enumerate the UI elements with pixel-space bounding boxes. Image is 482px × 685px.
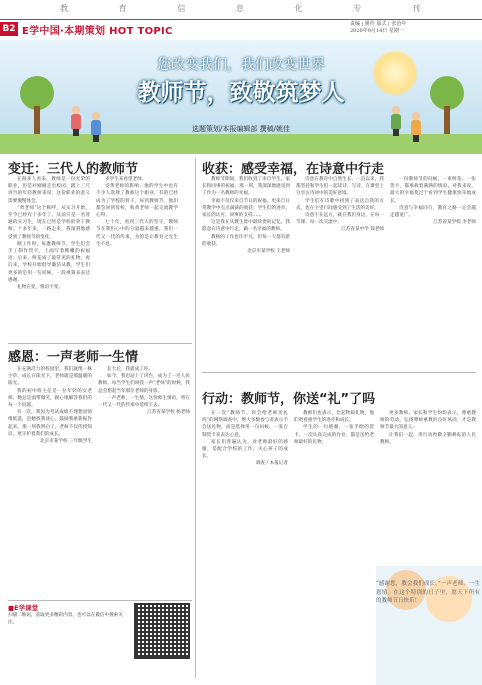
column-divider	[195, 158, 196, 678]
paragraph: 在充满活力的校园里，我们就像一株小草，成长在阳光下，老师就是那温暖的阳光。	[8, 367, 92, 387]
paragraph: 受黄老师的影响，他的学生中也有不少人选择了教师这个职业，有的已经成为了学校的骨干。每到教师节，他们都会回到母校，和黄老师一起交流教学心得。	[96, 184, 178, 219]
paragraph: 学生的一句感谢、一张手绘的贺卡、一次认真完成的作业，都是送给老师最好的礼物。	[294, 425, 374, 445]
closing-quote: “感谢您，教会我们成长。”一声老师，一生恩情。在这个特别的日子里，愿天下所有的教师节日快乐！	[376, 581, 480, 605]
paragraph: 教师节期间，我们收到了来自学生、家长和同事的祝福。那一刻，我深深地感受到了作为一名教师的幸福。	[202, 177, 290, 197]
divider	[8, 343, 192, 344]
e-classroom-label: ■E学课堂	[8, 604, 39, 612]
banner-char: 信	[177, 4, 186, 13]
article-column	[8, 176, 90, 341]
paragraph: 诗意在教育中自然生长。一直以来，我都坚持和学生们一起读诗、写诗，在课堂上分享古诗词中的美好意境。	[296, 177, 384, 197]
qr-code[interactable]	[134, 603, 190, 659]
article-column	[202, 176, 290, 368]
article-column	[202, 410, 288, 596]
paragraph: 家长们普遍认为，对老师最好的感谢，是配合学校的工作，关心孩子的成长。	[202, 439, 288, 460]
paragraph: 礼物在变，情谊不变。	[17, 285, 63, 291]
hero-title: 教师节，致敬筑梦人	[137, 80, 345, 106]
e-classroom-text: 扫描二维码，获取更多精彩内容，也可以在微信中搜索关注。	[8, 613, 123, 626]
paragraph: 如今，我也站上了讲台，成为了一名人民教师。每当学生们叫我一声“老师”的时候，我总会想起当年那位老师的身影。	[98, 374, 190, 394]
section-heading-gain: 收获：感受幸福，在诗意中行走	[202, 162, 385, 177]
editor-line: 责编 | 姚佳 版式 | 张治年	[350, 21, 407, 27]
banner-char: 刊	[411, 4, 420, 13]
hero-byline: 选题策划/本报编辑部 撰稿/姚佳	[192, 125, 290, 133]
paragraph: “黄老师”这个称呼，从实习开始，至今已经有十多年了。从前只是一名普通的实习生，现在已经是学校的骨干教师。十多年来，一路走来，我深刻地感受到了教师节的变化。	[8, 205, 90, 240]
paragraph: 教师的工作也许平凡，但每一天都有新的收获。	[202, 234, 290, 247]
hero-subtitle: 您改变我们，我们改变世界	[157, 57, 325, 73]
banner-chars	[60, 3, 420, 14]
date-line: 2020年9月14日 星期一	[350, 28, 404, 34]
paragraph: 幸福不仅仅来自节日的祝福，更来自日常教学中点点滴滴的收获：学生们的进步、家长的认可、同事的支持……	[202, 198, 290, 219]
paragraph: 七十年，看到三代人的坚守，教师节在我们心中的分量越来越重。我们一代又一代的传承，为的是让教育之光生生不息。	[96, 220, 178, 247]
paragraph: 有一次，我因为考试成绩不理想而情绪低落，是她找我谈心，鼓励我重新振作起来。那一刻我明白了，老师不仅传授知识，更守护着我们的成长。	[8, 410, 92, 437]
paragraph: 多学生来看望老师。	[105, 177, 147, 182]
article-column	[296, 176, 384, 368]
signature: 江苏省某学校 杨老师	[147, 410, 190, 416]
article-column	[390, 176, 476, 368]
paragraph: 学生们在诗歌中找到了表达自我的方式，也在字里行间感受到了生活的美好。	[296, 198, 384, 211]
section-code: B2	[0, 22, 18, 36]
paragraph: 一份教师节的问候、一束鲜花、一张贺卡，都承载着满满的情谊。对我来说，最大的幸福莫过于看到学生健康快乐地成长。	[390, 177, 476, 204]
top-banner	[0, 0, 482, 20]
paragraph: 一声老师，一生情。这份师生情谊，将在一代又一代的传承中延续下去。	[98, 395, 190, 409]
article-column	[380, 410, 476, 562]
banner-char: 教	[60, 4, 68, 13]
signature: 江苏省某中学 钱老师	[341, 227, 384, 233]
signature: 江苏省某学校 李老师	[433, 220, 476, 226]
section-title: E学中国·本期策划 HOT TOPIC	[22, 26, 173, 37]
paragraph: 刚工作时，每逢教师节，学生们会手工制作贺卡，上面写着稚嫩的祝福语；后来，鲜花成了最常见的礼物；再后来，学校开始倡导廉洁从教，学生们更多的是用一句问候、一段视频来表达感谢。	[8, 241, 90, 283]
article-column	[98, 366, 190, 598]
article-column	[96, 176, 178, 341]
paragraph: 在很多人看来，教师是一份光荣的职业，但是对刚刚走出校园、踏上三尺讲台的年轻教师来说，这份职业的意义需要慢慢体会。	[8, 177, 90, 204]
paragraph: 诗意不在远方，就在我们身边，在每一节课、每一次交流中。	[296, 213, 384, 226]
article-column	[294, 410, 374, 596]
paragraph: 长大后，我就成了你。	[107, 367, 153, 372]
section-heading-feel: 感恩：一声老师一生情	[8, 350, 139, 365]
banner-char: 息	[235, 4, 244, 13]
signature: 调查 / 本报记者	[255, 461, 288, 467]
page-header	[0, 20, 482, 38]
signature: 北京市某学校 王老师	[247, 249, 290, 255]
section-heading-act: 行动：教师节，你送“礼”了吗	[202, 392, 376, 407]
banner-char: 育	[118, 4, 127, 13]
signature: 北京市某学校 三年级学生	[40, 439, 92, 445]
paragraph: 我的初中班主任是一位年轻的女老师。她总是面带微笑，耐心地解答我们的每一个问题。	[8, 388, 92, 409]
paragraph: 让我们一起，用行动致敬辛勤耕耘的人民教师。	[380, 432, 476, 445]
paragraph: 诗意与幸福同行，教育之路一定会越走越宽广。	[390, 205, 476, 219]
banner-char: 化	[294, 4, 303, 13]
paragraph: 在一次“教师节，你会给老师送礼吗”的网络调查中，绝大多数参与者表示不会送礼物，而是选择用一句问候、一张自制贺卡来表达心意。	[202, 411, 288, 438]
paragraph: 教师们也表示，比起物质礼物，他们更看重学生的进步和成长。	[294, 411, 374, 424]
divider	[202, 372, 476, 373]
banner-char: 专	[353, 4, 362, 13]
hero-banner	[0, 40, 482, 154]
section-heading-change: 变迁：三代人的教师节	[8, 162, 139, 177]
article-column	[8, 366, 92, 598]
paragraph: 这是我在从教生涯中最珍贵的记忆。我愿意在诗意中行走，做一名幸福的教师。	[202, 220, 290, 233]
divider	[8, 600, 192, 601]
editor-info	[350, 21, 480, 35]
paragraph: 更多教师、家长和学生纷纷表示，尊重教师的劳动，弘扬尊师重教的良好风尚，才是教师节最大的意义。	[380, 411, 476, 431]
